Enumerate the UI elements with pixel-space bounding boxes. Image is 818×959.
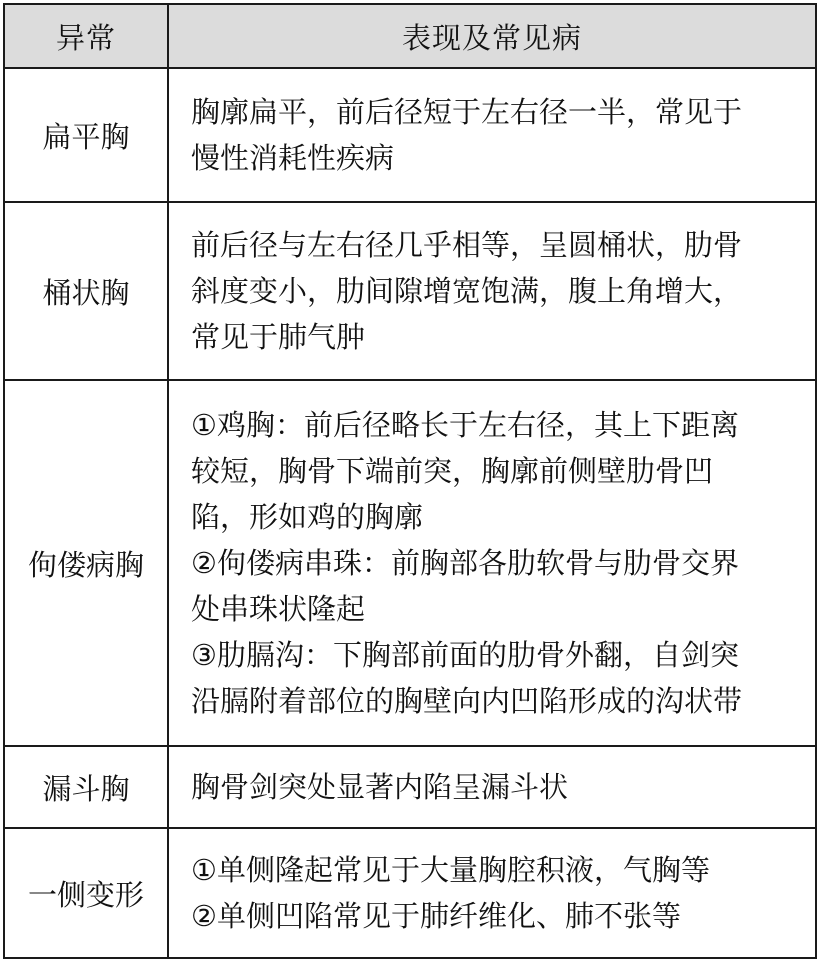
description-line: ③肋膈沟：下胸部前面的肋骨外翻，自剑突 bbox=[191, 638, 739, 672]
table-row bbox=[4, 68, 816, 202]
table-row bbox=[4, 380, 816, 746]
description-line: 慢性消耗性疾病 bbox=[191, 141, 395, 175]
description-cell bbox=[168, 746, 816, 828]
abnormality-cell: 一侧变形 bbox=[4, 828, 168, 958]
description-line: 胸骨剑突处显著内陷呈漏斗状 bbox=[191, 770, 569, 804]
table bbox=[3, 3, 817, 959]
description-line: 斜度变小，肋间隙增宽饱满，腹上角增大， bbox=[191, 274, 743, 308]
abnormality-cell: 扁平胸 bbox=[4, 68, 168, 202]
description-line: ①鸡胸：前后径略长于左右径，其上下距离 bbox=[191, 408, 739, 442]
header-abnormality: 异常 bbox=[4, 4, 168, 68]
description-line: ②佝偻病串珠：前胸部各肋软骨与肋骨交界 bbox=[191, 546, 739, 580]
header-manifestation: 表现及常见病 bbox=[168, 4, 816, 68]
abnormality-cell: 佝偻病胸 bbox=[4, 380, 168, 746]
header-row bbox=[4, 4, 816, 68]
chest-abnormality-table bbox=[3, 3, 815, 959]
description-line: 胸廓扁平，前后径短于左右径一半，常见于 bbox=[191, 95, 743, 129]
description-line: ①单侧隆起常见于大量胸腔积液，气胸等 bbox=[191, 853, 710, 887]
description-line: 前后径与左右径几乎相等，呈圆桶状，肋骨 bbox=[191, 228, 743, 262]
description-line: 处串珠状隆起 bbox=[191, 592, 366, 626]
description-cell bbox=[168, 380, 816, 746]
description-line: 较短，胸骨下端前突，胸廓前侧壁肋骨凹 bbox=[191, 454, 714, 488]
description-cell bbox=[168, 202, 816, 380]
abnormality-cell: 桶状胸 bbox=[4, 202, 168, 380]
description-line: ②单侧凹陷常见于肺纤维化、肺不张等 bbox=[191, 899, 681, 933]
abnormality-cell: 漏斗胸 bbox=[4, 746, 168, 828]
description-cell bbox=[168, 828, 816, 958]
description-line: 陷，形如鸡的胸廓 bbox=[191, 500, 424, 534]
description-line: 常见于肺气肿 bbox=[191, 320, 366, 354]
description-line: 沿膈附着部位的胸壁向内凹陷形成的沟状带 bbox=[191, 684, 743, 718]
table-row bbox=[4, 746, 816, 828]
table-row bbox=[4, 202, 816, 380]
description-cell bbox=[168, 68, 816, 202]
table-row bbox=[4, 828, 816, 958]
